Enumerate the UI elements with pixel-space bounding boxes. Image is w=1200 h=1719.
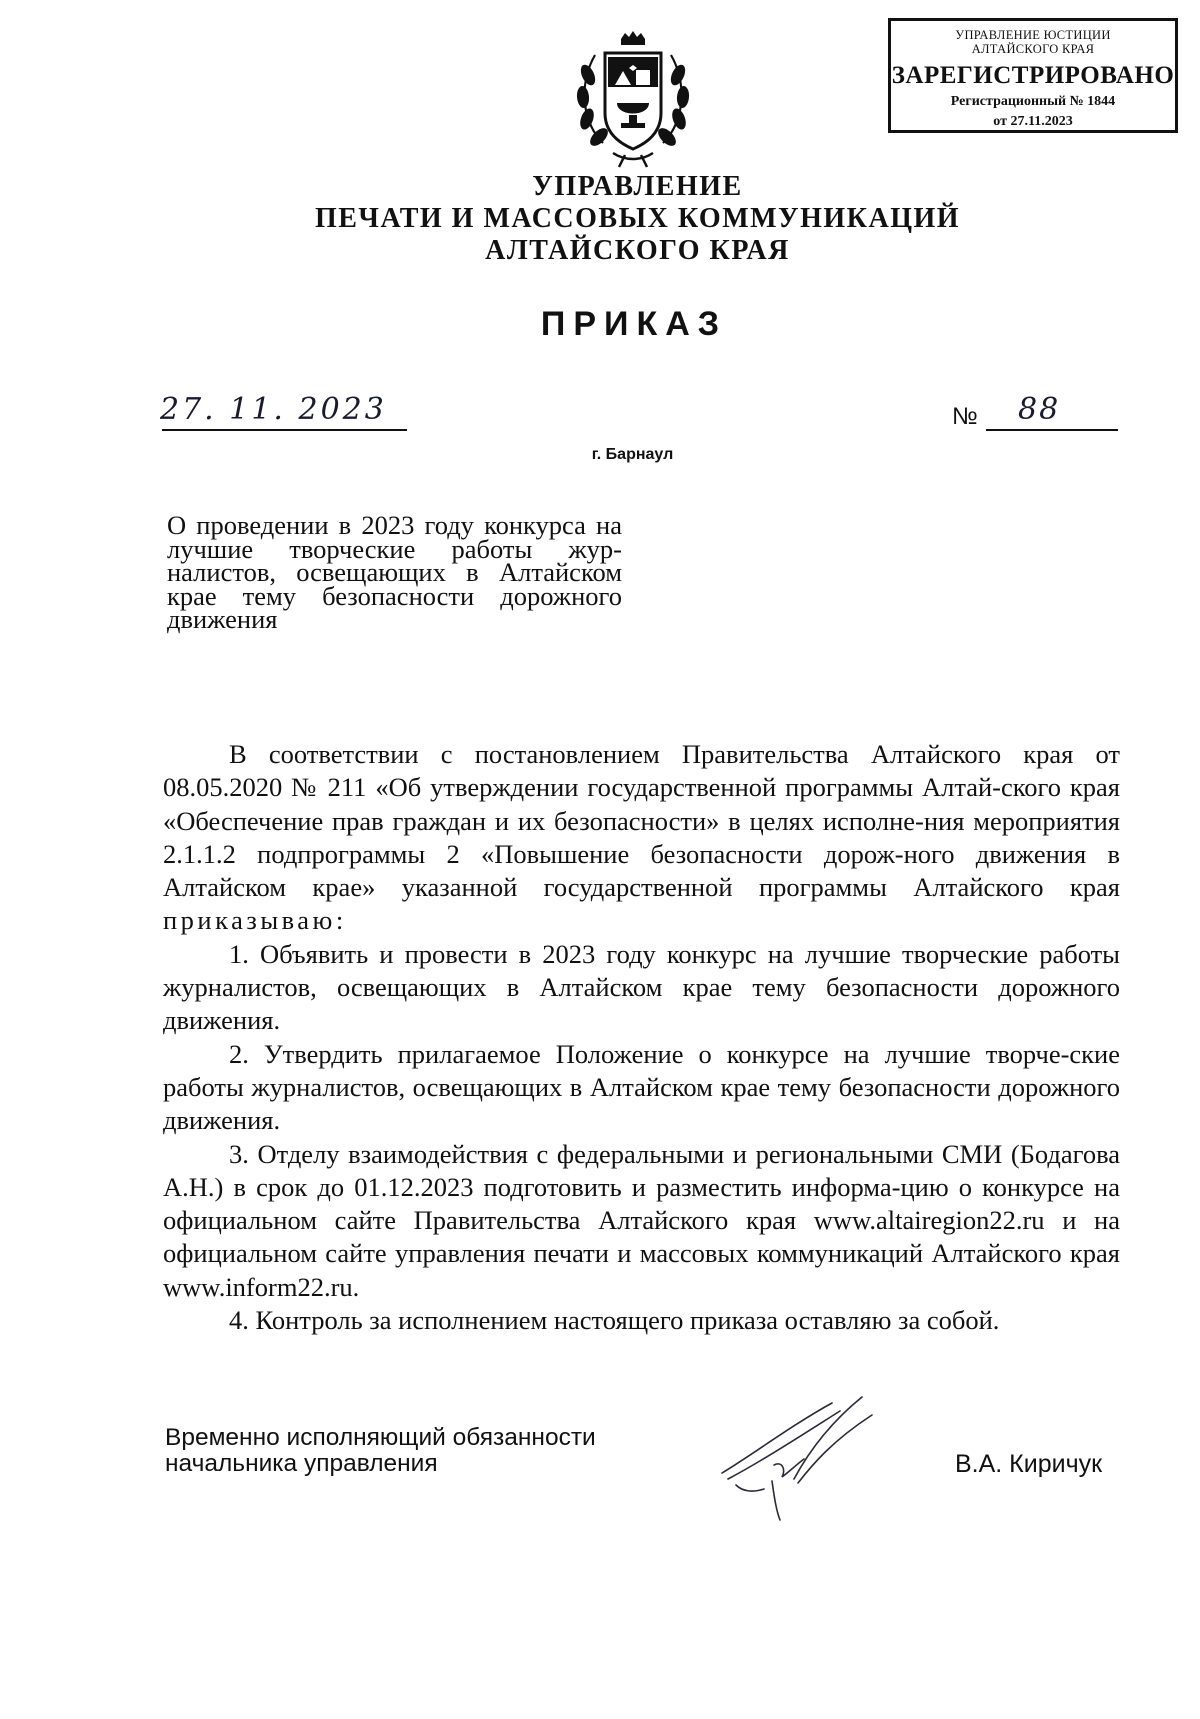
organization-name (0, 171, 1200, 267)
stamp-org (891, 28, 1175, 56)
org-line-1: УПРАВЛЕНИЕ (532, 171, 743, 202)
stamp-reg-date: от 27.11.2023 (993, 114, 1073, 129)
signatory-title-line-1: Временно исполняющий обязанности (165, 1424, 596, 1451)
signatory-title (165, 1425, 596, 1477)
stamp-status: ЗАРЕГИСТРИРОВАНО (891, 62, 1175, 89)
document-date: 27. 11. 2023 (160, 392, 387, 427)
stamp-region-line: АЛТАЙСКОГО КРАЯ (971, 42, 1095, 56)
order-item-4: 4. Контроль за исполнением настоящего приказа оставляю за собой. (229, 1305, 1000, 1336)
order-item-2: 2. Утвердить прилагаемое Положение о конкурсе на лучшие творче-ские работы журналистов, освещающих в Алтайском крае тему безопасности дорожного движения. (163, 1038, 1120, 1136)
signatory-name: В.А. Киричук (955, 1450, 1103, 1478)
preamble-text: В соответствии с постановлением Правительства Алтайского края от 08.05.2020 № 211 «Об утверждении государственной программы Алтай-ского края «Обеспечение прав граждан и их безопасности» в целях исполне-ния мероприятия 2.1.1.2 подпрограммы 2 «Повышение безопасности дорож-ного движения в Алтайском крае» указанной государственной программы Алтайского края (163, 739, 1120, 903)
document-type: ПРИКАЗ (540, 305, 728, 343)
org-line-2: ПЕЧАТИ И МАССОВЫХ КОММУНИКАЦИЙ (314, 203, 961, 234)
number-label: № (952, 403, 978, 430)
coat-of-arms-icon (573, 25, 693, 173)
registration-stamp (888, 18, 1178, 133)
document-number: 88 (1018, 392, 1061, 427)
order-body (163, 738, 1120, 1337)
order-item-3: 3. Отделу взаимодействия с федеральными и региональными СМИ (Бодагова А.Н.) в срок до 01.12.2023 подготовить и разместить информа-цию о конкурсе на официальном сайте Правительства Алтайского края www.altairegion22.ru и на официальном сайте управления печати и массовых коммуникаций Алтайского края www.inform22.ru. (163, 1138, 1120, 1302)
stamp-org-line: УПРАВЛЕНИЕ ЮСТИЦИИ (955, 28, 1111, 42)
order-word: приказываю: (163, 905, 347, 936)
signatory-title-line-2: начальника управления (165, 1450, 438, 1477)
org-line-3: АЛТАЙСКОГО КРАЯ (485, 235, 790, 266)
preamble-paragraph (163, 738, 1120, 938)
stamp-reg-number: Регистрационный № 1844 (950, 94, 1116, 109)
city: г. Барнаул (591, 446, 674, 463)
handwritten-signature (712, 1395, 892, 1525)
order-subject: О проведении в 2023 году конкурса на лучшие творческие работы жур-налистов, освещающих в Алтайском крае тему безопасности дорожного движения (167, 510, 622, 634)
order-item-1: 1. Объявить и провести в 2023 году конкурс на лучшие творческие работы журналистов, освещающих в Алтайском крае тему безопасности дорожного движения. (163, 938, 1120, 1036)
